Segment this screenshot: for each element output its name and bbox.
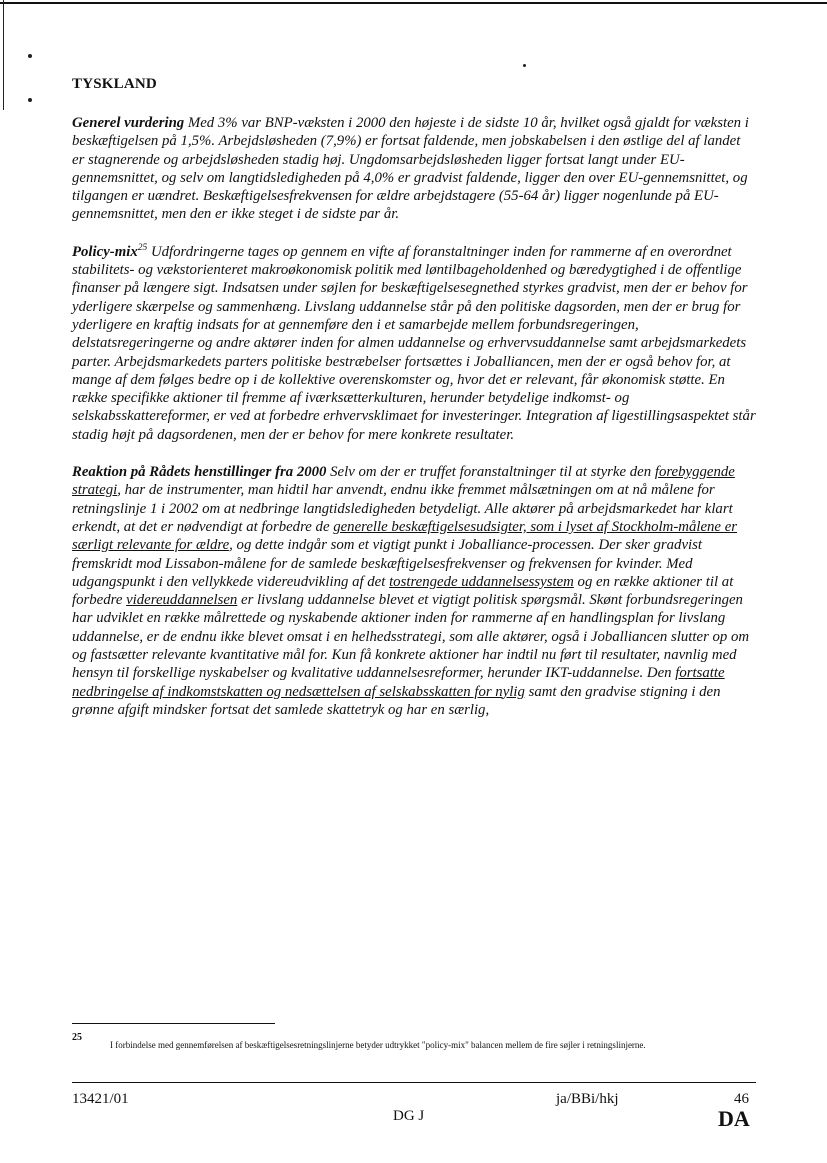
underlined-phrase: tostrengede uddannelsessystem bbox=[389, 573, 574, 590]
footer-document-number: 13421/01 bbox=[72, 1091, 129, 1107]
paragraph-lead: Reaktion på Rådets henstillinger fra 2000 bbox=[72, 464, 327, 481]
underlined-phrase: fortsatte nedbringelse af indkomstskatten og nedsættelsen af selskabsskatten for nylig bbox=[72, 665, 725, 700]
underlined-phrase: forebyggende strategi bbox=[72, 464, 735, 499]
paragraph-text: og en række aktioner til at forbedre bbox=[72, 573, 734, 609]
paragraph-text: Med 3% var BNP-væksten i 2000 den højeste i de sidste 10 år, hvilket også gjaldt for væksten i beskæftigelsen på 1,5%. Arbejdsløsheden (7,9%) er fortsat faldende, men jobskabelsen i den østlige del af landet er stagnerende og arbejdsløsheden stadig høj. Ungdomsarbejdsløsheden ligger fortsat langt under EU-gennemsnittet, og selv om langtidsledigheden på 4,0% er gradvist faldende, ligger den over EU-gennemsnittet, og tilgangen er uændret. Beskæftigelsesfrekvensen for ældre arbejdstagere (55-64 år) ligger nogenlunde på EU-gennemsnittet, men den er ikke steget i de sidste par år. bbox=[72, 115, 749, 223]
paragraph-text: Udfordringerne tages op gennem en vifte af foranstaltninger inden for rammerne af en overordnet stabilitets- og vækstorienteret makroøkonomisk politik med løntilbageholdenhed og bæredygtighed i de offentlige finanser på længere sigt. Indsatsen under søjlen for beskæftigelsesegnethed styrkes gradvist, men der er behov for yderligere skærpelse og sammenhæng. Livslang uddannelse står på den politiske dagsorden, men der er brug for yderligere en kraftig indsats for at gennemføre den i et samarbejde mellem forbundsregeringen, delstatsregeringerne og andre aktører inden for almen uddannelse og erhvervsuddannelse samt arbejdsmarkedets parter. Arbejdsmarkedets parters politiske bestræbelser fortsættes i Joballiancen, men der er også behov for, at mange af dem følges bedre op i de kollektive overenskomster og, hvor det er relevant, får økonomisk støtte. En række specifikke aktioner til fremme af iværksætterkulturen, herunder betydelige indkomst- og selskabsskattereformer, er ved at forbedre erhvervsklimaet for investeringer. Integration af ligestillingsaspektet står stadig højt på dagsordenen, men der er behov for mere konkrete resultater. bbox=[72, 243, 756, 443]
paragraph-text: , og dette indgår som et vigtigt punkt i Joballiance-processen. Der sker gradvist fremskridt mod Lissabon-målene for de samlede beskæftigelsesfrekvenser og frekvensen for kvinder. Med udgangspunkt i den vellykkede videreudvikling af det bbox=[72, 537, 703, 590]
page-body bbox=[72, 76, 756, 738]
footnote-separator bbox=[72, 1023, 275, 1024]
footnote-text: I forbindelse med gennemførelsen af beskæftigelsesretningslinjerne betyder udtrykket "policy-mix" balancen mellem de fire søjler i retningslinjerne. bbox=[110, 1040, 646, 1050]
paragraph-text: samt den gradvise stigning i den grønne afgift mindsker fortsat det samlede skattetryk og har en særlig, bbox=[72, 683, 721, 718]
margin-dot bbox=[28, 98, 32, 102]
footer-rule bbox=[72, 1082, 756, 1083]
paragraph-general-assessment bbox=[72, 114, 756, 224]
paragraph-council-response bbox=[72, 463, 756, 719]
paragraph-text: er livslang uddannelse blevet et vigtigt politisk spørgsmål. Skønt forbundsregeringen har udviklet en række målrettede og nyskabende aktioner inden for rammerne af en handlingsplan for livslang uddannelse, er de endnu ikke blevet omsat i en helhedsstrategi, som alle aktører, også i Joballiancen slutter op om og fastsætter relevante kvantitative mål for. Kun få konkrete aktioner har indtil nu ført til resultater, navnlig med hensyn til forskellige nyskabelser og kvalitative uddannelsesreformer, herunder IKT-uddannelse. Den bbox=[72, 592, 750, 682]
footnote-number: 25 bbox=[72, 1032, 82, 1043]
paragraph-lead: Generel vurdering bbox=[72, 115, 185, 131]
section-heading: TYSKLAND bbox=[72, 76, 157, 92]
underlined-phrase: generelle beskæftigelsesudsigter, som i lyset af Stockholm-målene er særligt relevante for ældre bbox=[72, 518, 738, 554]
footer-reference: ja/BBi/hkj bbox=[556, 1091, 619, 1107]
left-margin-line bbox=[3, 0, 4, 110]
paragraph-lead: Policy-mix bbox=[72, 243, 138, 260]
margin-dot bbox=[28, 54, 32, 58]
footnote-reference[interactable]: 25 bbox=[137, 242, 148, 253]
footer-directorate: DG J bbox=[393, 1108, 425, 1124]
top-border-line bbox=[0, 2, 827, 4]
paragraph-text: Selv om der er truffet foranstaltninger til at styrke den bbox=[326, 464, 655, 481]
paragraph-policy-mix bbox=[72, 243, 756, 444]
paragraph-text: , har de instrumenter, man hidtil har anvendt, endnu ikke fremmet målsætningen om at nå målene for retningslinje 1 i 2002 om at nedbringe langtidsledigheden betydeligt. Alle aktører på arbejdsmarkedet har klart erkendt, at det er nødvendigt at forbedre de bbox=[72, 482, 733, 535]
speck-dot bbox=[523, 64, 526, 67]
underlined-phrase: videreuddannelsen bbox=[126, 592, 238, 609]
footer-language-code: DA bbox=[718, 1106, 750, 1131]
footer-page-number: 46 bbox=[734, 1091, 749, 1107]
